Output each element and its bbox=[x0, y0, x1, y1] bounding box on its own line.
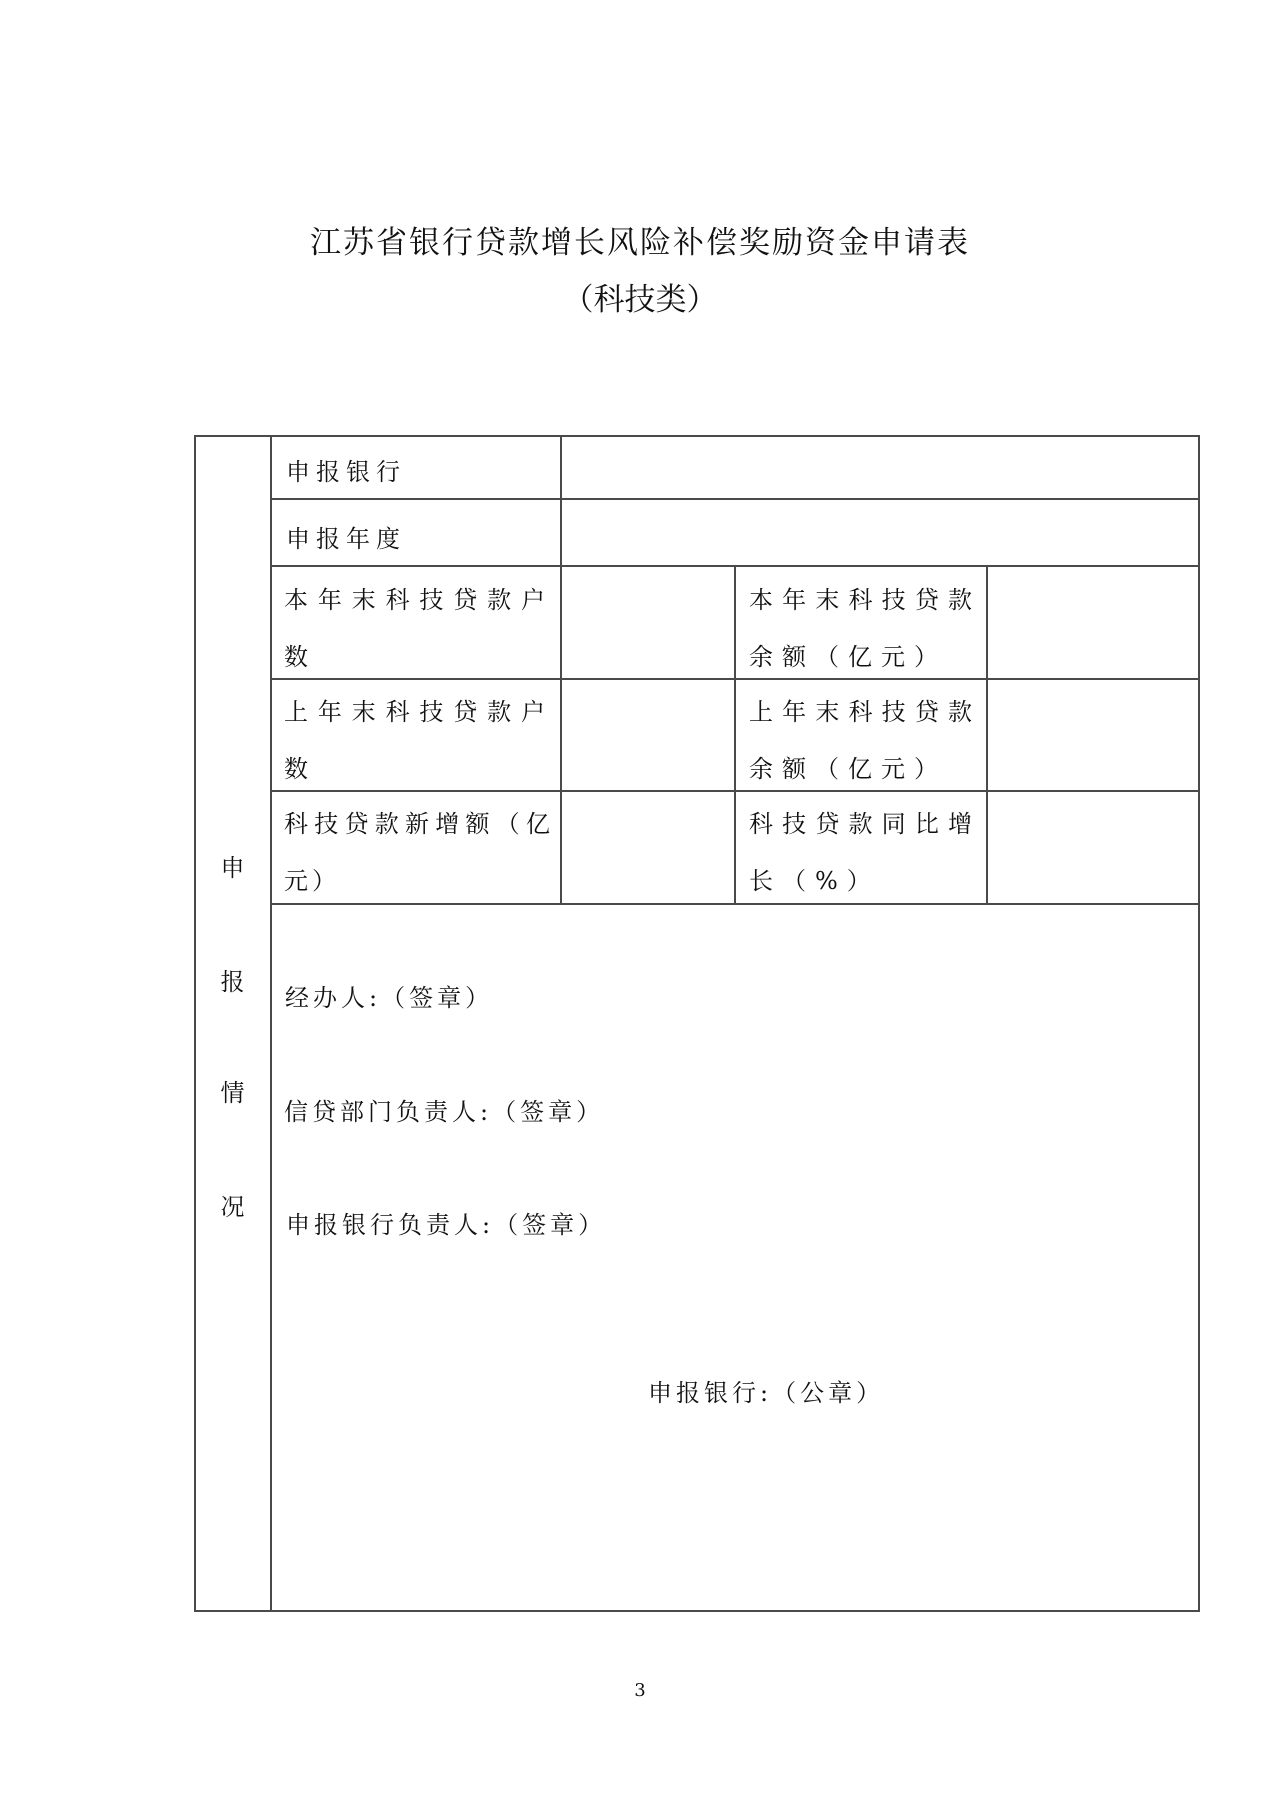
page-number: 3 bbox=[634, 1680, 646, 1701]
field-value-previous-year-tech-loan-accounts[interactable] bbox=[562, 680, 734, 790]
document-subtitle: （科技类） bbox=[562, 282, 718, 318]
document-title: 江苏省银行贷款增长风险补偿奖励资金申请表 bbox=[310, 225, 970, 261]
section-label-char: 报 bbox=[220, 968, 245, 996]
field-value-tech-loan-yoy-growth[interactable] bbox=[988, 792, 1198, 903]
field-value-tech-loan-increase[interactable] bbox=[562, 792, 734, 903]
signature-handler: 经办人:（签章） bbox=[285, 984, 494, 1012]
table-divider bbox=[734, 566, 736, 905]
field-value-current-year-tech-loan-accounts[interactable] bbox=[562, 567, 734, 678]
field-label-current-year-tech-loan-balance: 本年末科技贷款余额（亿元） bbox=[749, 586, 981, 671]
section-label-char: 况 bbox=[220, 1193, 245, 1221]
field-value-reporting-bank[interactable] bbox=[562, 437, 1198, 498]
field-value-reporting-year[interactable] bbox=[562, 500, 1198, 565]
section-label-char: 情 bbox=[220, 1079, 245, 1107]
field-label-tech-loan-yoy-growth: 科技贷款同比增长（%） bbox=[749, 810, 981, 895]
field-label-tech-loan-increase: 科技贷款新增额（亿元） bbox=[284, 810, 554, 895]
section-label-char: 申 bbox=[220, 854, 245, 882]
signature-credit-dept-head: 信贷部门负责人:（签章） bbox=[284, 1098, 605, 1126]
field-label-previous-year-tech-loan-balance: 上年末科技贷款余额（亿元） bbox=[749, 698, 981, 783]
table-divider bbox=[270, 435, 272, 1612]
field-value-previous-year-tech-loan-balance[interactable] bbox=[988, 680, 1198, 790]
field-label-current-year-tech-loan-accounts: 本年末科技贷款户数 bbox=[284, 586, 554, 671]
signature-bank-head: 申报银行负责人:（签章） bbox=[286, 1211, 607, 1239]
field-label-reporting-year: 申报年度 bbox=[286, 525, 406, 553]
bank-official-seal: 申报银行:（公章） bbox=[648, 1379, 885, 1407]
field-value-current-year-tech-loan-balance[interactable] bbox=[988, 567, 1198, 678]
field-label-previous-year-tech-loan-accounts: 上年末科技贷款户数 bbox=[284, 698, 554, 783]
field-label-reporting-bank: 申报银行 bbox=[286, 458, 406, 486]
